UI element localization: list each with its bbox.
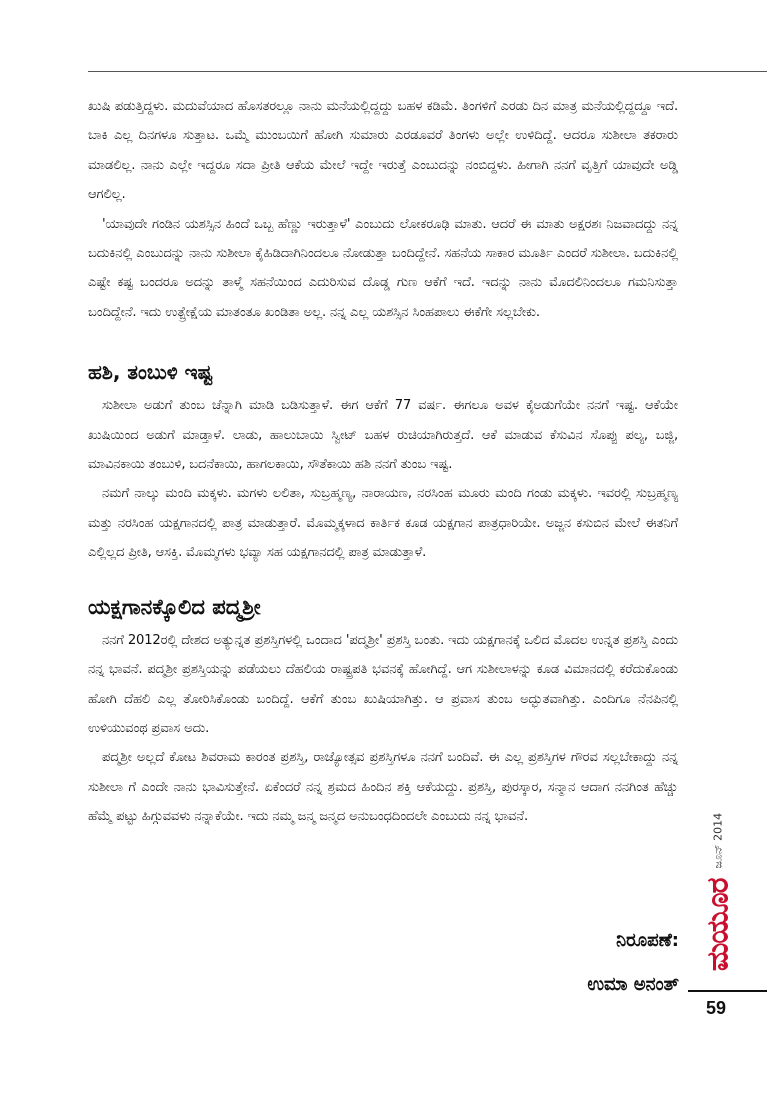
intro-paragraph-1: ಖುಷಿ ಪಡುತ್ತಿದ್ದಳು. ಮದುವೆಯಾದ ಹೊಸತರಲ್ಲೂ ನಾನು ಮನೆಯಲ್ಲಿದ್ದದ್ದು ಬಹಳ ಕಡಿಮೆ. ತಿಂಗಳಿಗೆ ಎರಡು ದಿನ ಮಾತ್ರ ಮನೆಯಲ್ಲಿದ್ದದ್ದೂ ಇದೆ. ಬಾಕಿ ಎಲ್ಲ ದಿನಗಳೂ ಸುತ್ತಾಟ. ಒಮ್ಮೆ ಮುಂಬಯಿಗೆ ಹೋಗಿ ಸುಮಾರು ಎರಡೂವರೆ ತಿಂಗಳು ಅಲ್ಲೇ ಉಳಿದಿದ್ದೆ. ಆದರೂ ಸುಶೀಲಾ ತಕರಾರು ಮಾಡಲಿಲ್ಲ. ನಾನು ಎಲ್ಲೇ ಇದ್ದರೂ ಸದಾ ಪ್ರೀತಿ ಆಕೆಯ ಮೇಲೆ ಇದ್ದೇ ಇರುತ್ತೆ ಎಂಬುದನ್ನು ನಂಬಿದ್ದಳು. ಹೀಗಾಗಿ ನನಗೆ ವೃತ್ತಿಗೆ ಯಾವುದೇ ಅಡ್ಡಿ ಆಗಲಿಲ್ಲ. [88,99,678,203]
section2-paragraph-1: ನನಗೆ 2012ರಲ್ಲಿ ದೇಶದ ಅತ್ಯುನ್ನತ ಪ್ರಶಸ್ತಿಗಳಲ್ಲಿ ಒಂದಾದ 'ಪದ್ಮಶ್ರೀ' ಪ್ರಶಸ್ತಿ ಬಂತು. ಇದು ಯಕ್ಷಗಾನಕ್ಕೆ ಒಲಿದ ಮೊದಲ ಉನ್ನತ ಪ್ರಶಸ್ತಿ ಎಂದು ನನ್ನ ಭಾವನೆ. ಪದ್ಮಶ್ರೀ ಪ್ರಶಸ್ತಿಯನ್ನು ಪಡೆಯಲು ದೆಹಲಿಯ ರಾಷ್ಟ್ರಪತಿ ಭವನಕ್ಕೆ ಹೋಗಿದ್ದೆ. ಆಗ ಸುಶೀಲಾಳನ್ನು ಕೂಡ ವಿಮಾನದಲ್ಲಿ ಕರೆದುಕೊಂಡು ಹೋಗಿ ದೆಹಲಿ ಎಲ್ಲ ತೋರಿಸಿಕೊಂಡು ಬಂದಿದ್ದೆ. ಆಕೆಗೆ ತುಂಬ ಖುಷಿಯಾಗಿತ್ತು. ಆ ಪ್ರವಾಸ ತುಂಬ ಅದ್ಭುತವಾಗಿತ್ತು. ಎಂದಿಗೂ ನೆನಪಿನಲ್ಲಿ ಉಳಿಯುವಂಥ ಪ್ರವಾಸ ಅದು. [88,632,678,736]
article-body [88,92,678,832]
intro-paragraph-2: 'ಯಾವುದೇ ಗಂಡಿನ ಯಶಸ್ಸಿನ ಹಿಂದೆ ಒಬ್ಬ ಹೆಣ್ಣು ಇರುತ್ತಾಳೆ' ಎಂಬುದು ಲೋಕರೂಢಿ ಮಾತು. ಆದರೆ ಈ ಮಾತು ಅಕ್ಷರಶಃ ನಿಜವಾದದ್ದು ನನ್ನ ಬದುಕಿನಲ್ಲಿ ಎಂಬುದನ್ನು ನಾನು ಸುಶೀಲಾ ಕೈಹಿಡಿದಾಗಿನಿಂದಲೂ ನೋಡುತ್ತಾ ಬಂದಿದ್ದೇನೆ. ಸಹನೆಯ ಸಾಕಾರ ಮೂರ್ತಿ ಎಂದರೆ ಸುಶೀಲಾ. ಬದುಕಿನಲ್ಲಿ ಎಷ್ಟೇ ಕಷ್ಟ ಬಂದರೂ ಅದನ್ನು ತಾಳ್ಮೆ ಸಹನೆಯಿಂದ ಎದುರಿಸುವ ದೊಡ್ಡ ಗುಣ ಆಕೆಗೆ ಇದೆ. ಇದನ್ನು ನಾನು ಮೊದಲಿನಿಂದಲೂ ಗಮನಿಸುತ್ತಾ ಬಂದಿದ್ದೇನೆ. ಇದು ಉತ್ಪ್ರೇಕ್ಷೆಯ ಮಾತಂತೂ ಖಂಡಿತಾ ಅಲ್ಲ. ನನ್ನ ಎಲ್ಲ ಯಶಸ್ಸಿನ ಸಿಂಹಪಾಲು ಈಕೆಗೇ ಸಲ್ಲಬೇಕು. [88,216,678,320]
section2-paragraph-2: ಪದ್ಮಶ್ರೀ ಅಲ್ಲದೆ ಕೋಟ ಶಿವರಾಮ ಕಾರಂತ ಪ್ರಶಸ್ತಿ, ರಾಜ್ಯೋತ್ಸವ ಪ್ರಶಸ್ತಿಗಳೂ ನನಗೆ ಬಂದಿವೆ. ಈ ಎಲ್ಲ ಪ್ರಶಸ್ತಿಗಳ ಗೌರವ ಸಲ್ಲಬೇಕಾದ್ದು ನನ್ನ ಸುಶೀಲಾ ಗೆ ಎಂದೇ ನಾನು ಭಾವಿಸುತ್ತೇನೆ. ಏಕೆಂದರೆ ನನ್ನ ಶ್ರಮದ ಹಿಂದಿನ ಶಕ್ತಿ ಆಕೆಯದ್ದು. ಪ್ರಶಸ್ತಿ, ಪುರಸ್ಕಾರ, ಸನ್ಮಾನ ಆದಾಗ ನನಗಿಂತ ಹೆಚ್ಚು ಹೆಮ್ಮೆ ಪಟ್ಟು ಹಿಗ್ಗುವವಳು ನನ್ನಾಕೆಯೇ. ಇದು ನಮ್ಮ ಜನ್ಮ ಜನ್ಮದ ಅನುಬಂಧದಿಂದಲೇ ಎಂಬುದು ನನ್ನ ಭಾವನೆ. [88,750,678,825]
credit-name: ಉಮಾ ಅನಂತ್ [587,974,679,995]
section-heading-hashi: ಹಶಿ, ತಂಬುಳಿ ಇಷ್ಟ [88,360,213,385]
section-heading-padmashri: ಯಕ್ಷಗಾನಕ್ಕೊಲಿದ ಪದ್ಮಶ್ರೀ [88,594,261,619]
top-rule [88,71,767,72]
magazine-logo: ಮಯೂರ [700,878,736,972]
section1-paragraph-2: ನಮಗೆ ನಾಲ್ಕು ಮಂದಿ ಮಕ್ಕಳು. ಮಗಳು ಲಲಿತಾ, ಸುಬ್ರಹ್ಮಣ್ಯ, ನಾರಾಯಣ, ನರಸಿಂಹ ಮೂರು ಮಂದಿ ಗಂಡು ಮಕ್ಕಳು. ಇವರಲ್ಲಿ ಸುಬ್ರಹ್ಮಣ್ಯ ಮತ್ತು ನರಸಿಂಹ ಯಕ್ಷಗಾನದಲ್ಲಿ ಪಾತ್ರ ಮಾಡುತ್ತಾರೆ. ಮೊಮ್ಮಕ್ಕಳಾದ ಕಾರ್ತಿಕ ಕೂಡ ಯಕ್ಷಗಾನ ಪಾತ್ರಧಾರಿಯೇ. ಅಜ್ಜನ ಕಸುಬಿನ ಮೇಲೆ ಈತನಿಗೆ ಎಲ್ಲಿಲ್ಲದ ಪ್ರೀತಿ, ಆಸಕ್ತಿ. ಮೊಮ್ಮಗಳು ಭವ್ಯಾ ಸಹ ಯಕ್ಷಗಾನದಲ್ಲಿ ಪಾತ್ರ ಮಾಡುತ್ತಾಳೆ. [88,486,678,561]
page-number: 59 [706,998,727,1018]
section1-paragraph-1: ಸುಶೀಲಾ ಅಡುಗೆ ತುಂಬ ಚೆನ್ನಾಗಿ ಮಾಡಿ ಬಡಿಸುತ್ತಾಳೆ. ಈಗ ಆಕೆಗೆ 77 ವರ್ಷ. ಈಗಲೂ ಅವಳ ಕೈಅಡುಗೆಯೇ ನನಗೆ ಇಷ್ಟ. ಆಕೆಯೇ ಖುಷಿಯಿಂದ ಅಡುಗೆ ಮಾಡ್ತಾಳೆ. ಲಾಡು, ಹಾಲುಬಾಯಿ ಸ್ವೀಟ್ ಬಹಳ ರುಚಿಯಾಗಿರುತ್ತದೆ. ಆಕೆ ಮಾಡುವ ಕೆಸುವಿನ ಸೊಪ್ಪು ಪಲ್ಯ, ಬಜ್ಜಿ, ಮಾವಿನಕಾಯಿ ತಂಬುಳಿ, ಬದನೆಕಾಯಿ, ಹಾಗಲಕಾಯಿ, ಸೌತೆಕಾಯಿ ಹಶಿ ನನಗೆ ತುಂಬ ಇಷ್ಟ. [88,398,678,473]
page-number-rule [688,990,767,992]
masthead [688,800,748,985]
issue-date: ಜೂನ್ 2014 [711,812,724,869]
credit-label: ನಿರೂಪಣೆ: [616,930,679,951]
